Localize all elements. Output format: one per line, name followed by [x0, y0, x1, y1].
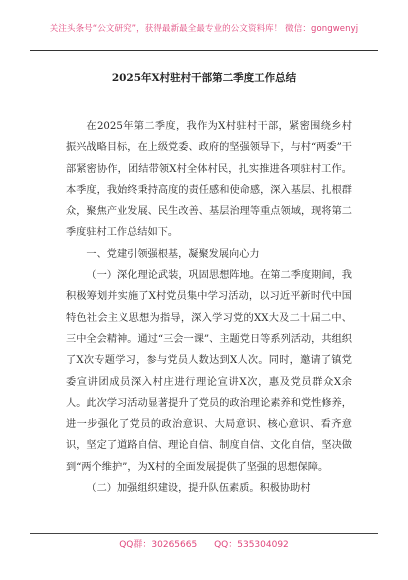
footer-qq-group: QQ群：30265665 [119, 540, 198, 550]
paragraph-subsection-2: （二）加强组织建设，提升队伍素质。积极协助村 [86, 483, 311, 495]
paragraph-intro: 在2025年第二季度，我作为X村驻村干部，紧密围绕乡村振兴战略目标，在上级党委、政府的坚强领导下，与村“两委”干部紧密协作，团结带领X村全体村民，扎实推进各项驻村工作。本季度，我始终秉持高度的责任感和使命感，深入基层、扎根群众，聚焦产业发展、民生改善、基层治理等重点领域，现将第二季度驻村工作总结如下。 [66, 121, 352, 239]
footer [0, 537, 408, 550]
section-heading-1: 一、党建引领强根基，凝聚发展向心力 [86, 248, 260, 260]
document-title: 2025年X村驻村干部第二季度工作总结 [111, 72, 297, 84]
paragraph-subsection-1: （一）深化理论武装，巩固思想阵地。在第二季度期间，我积极筹划并实施了X村党员集中学习活动，以习近平新时代中国特色社会主义思想为指导，深入学习党的XX大及二十届二中、三中全会精神。通过“三会一课”、主题党日等系列活动，共组织了X次专题学习，参与党员人数达到X人次。同时，邀请了镇党委宣讲团成员深入村庄进行理论宣讲X次，惠及党员群众X余人。此次学习活动显著提升了党员的政治理论素养和党性修养，进一步强化了党员的政治意识、大局意识、核心意识、看齐意识，坚定了道路自信、理论自信、制度自信、文化自信，坚决做到“两个维护”，为X村的全面发展提供了坚强的思想保障。 [66, 270, 352, 473]
document-body [66, 116, 352, 499]
header-banner: 关注头条号“公文研究”，获得最新最全最专业的公文资料库！ 微信：gongwenyj [49, 24, 359, 34]
header-divider [30, 50, 378, 51]
footer-qq-contact: QQ：535304092 [214, 540, 289, 550]
footer-divider [30, 533, 378, 534]
